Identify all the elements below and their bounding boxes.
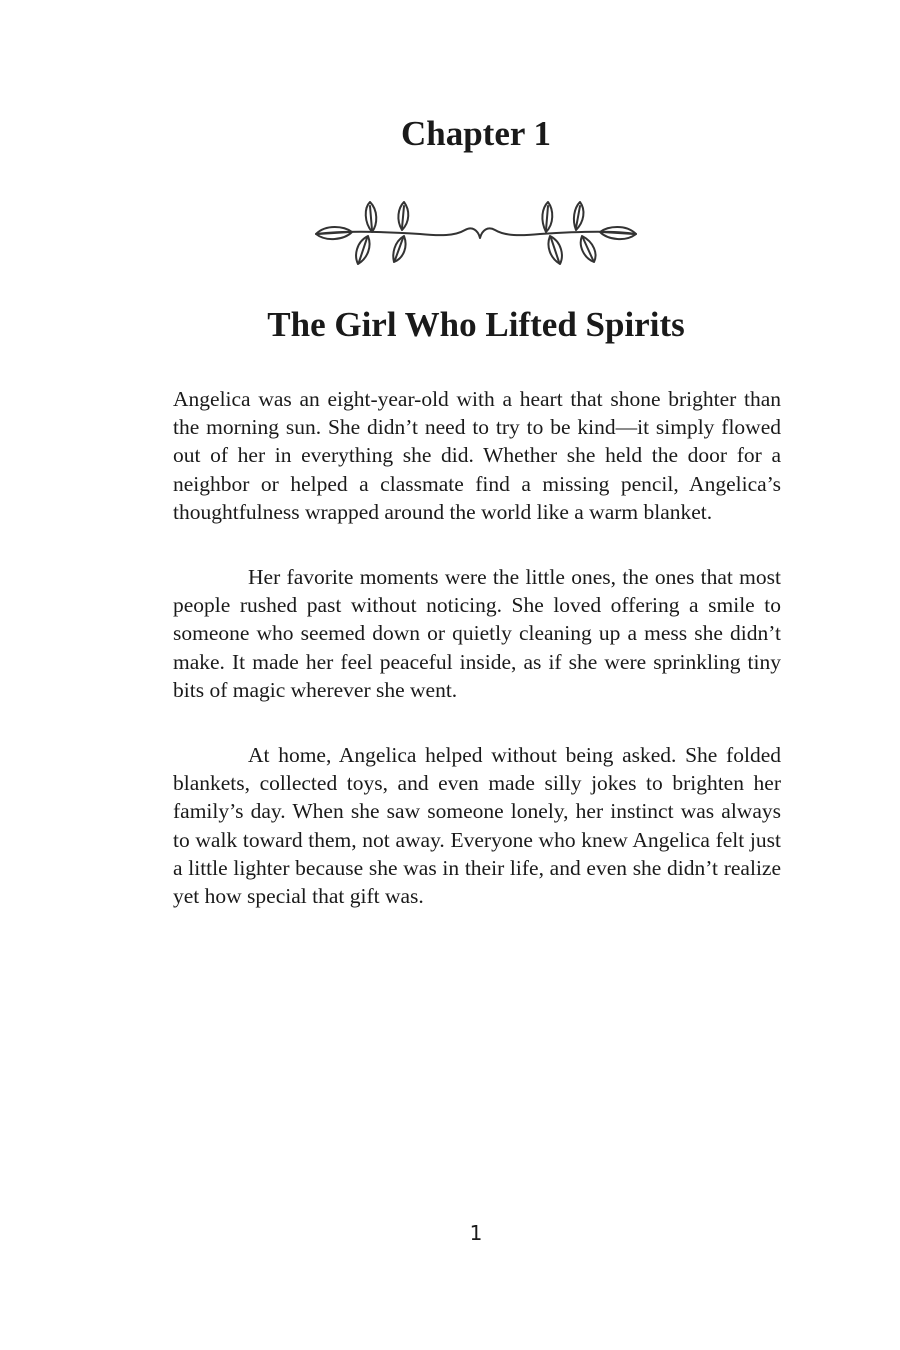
laurel-vine-ornament-icon xyxy=(310,196,670,272)
page-number: 1 xyxy=(469,1221,483,1245)
paragraph: Her favorite moments were the little ones, the ones that most people rushed past without noticing. She loved offering a smile to someone who seemed down or quietly cleaning up a mess she didn’t make. It made her feel peaceful inside, as if she were sprinkling tiny bits of magic wherever she went. xyxy=(173,565,781,702)
paragraph: Angelica was an eight-year-old with a heart that shone brighter than the morning sun. She didn’t need to try to be kind—it simply flowed out of her in everything she did. Whether she held the door for a neighbor or helped a classmate find a missing pencil, Angelica’s thoughtfulness wrapped around the world like a warm blanket. xyxy=(173,387,781,524)
chapter-title: The Girl Who Lifted Spirits xyxy=(267,305,685,344)
paragraph: At home, Angelica helped without being asked. She folded blankets, collected toys, and even made silly jokes to brighten her family’s day. When she saw someone lonely, her instinct was always to walk toward them, not away. Everyone who knew Angelica felt just a little lighter because she was in their life, and even she didn’t realize yet how special that gift was. xyxy=(173,743,781,909)
chapter-body xyxy=(173,385,781,947)
chapter-label: Chapter 1 xyxy=(400,114,552,153)
